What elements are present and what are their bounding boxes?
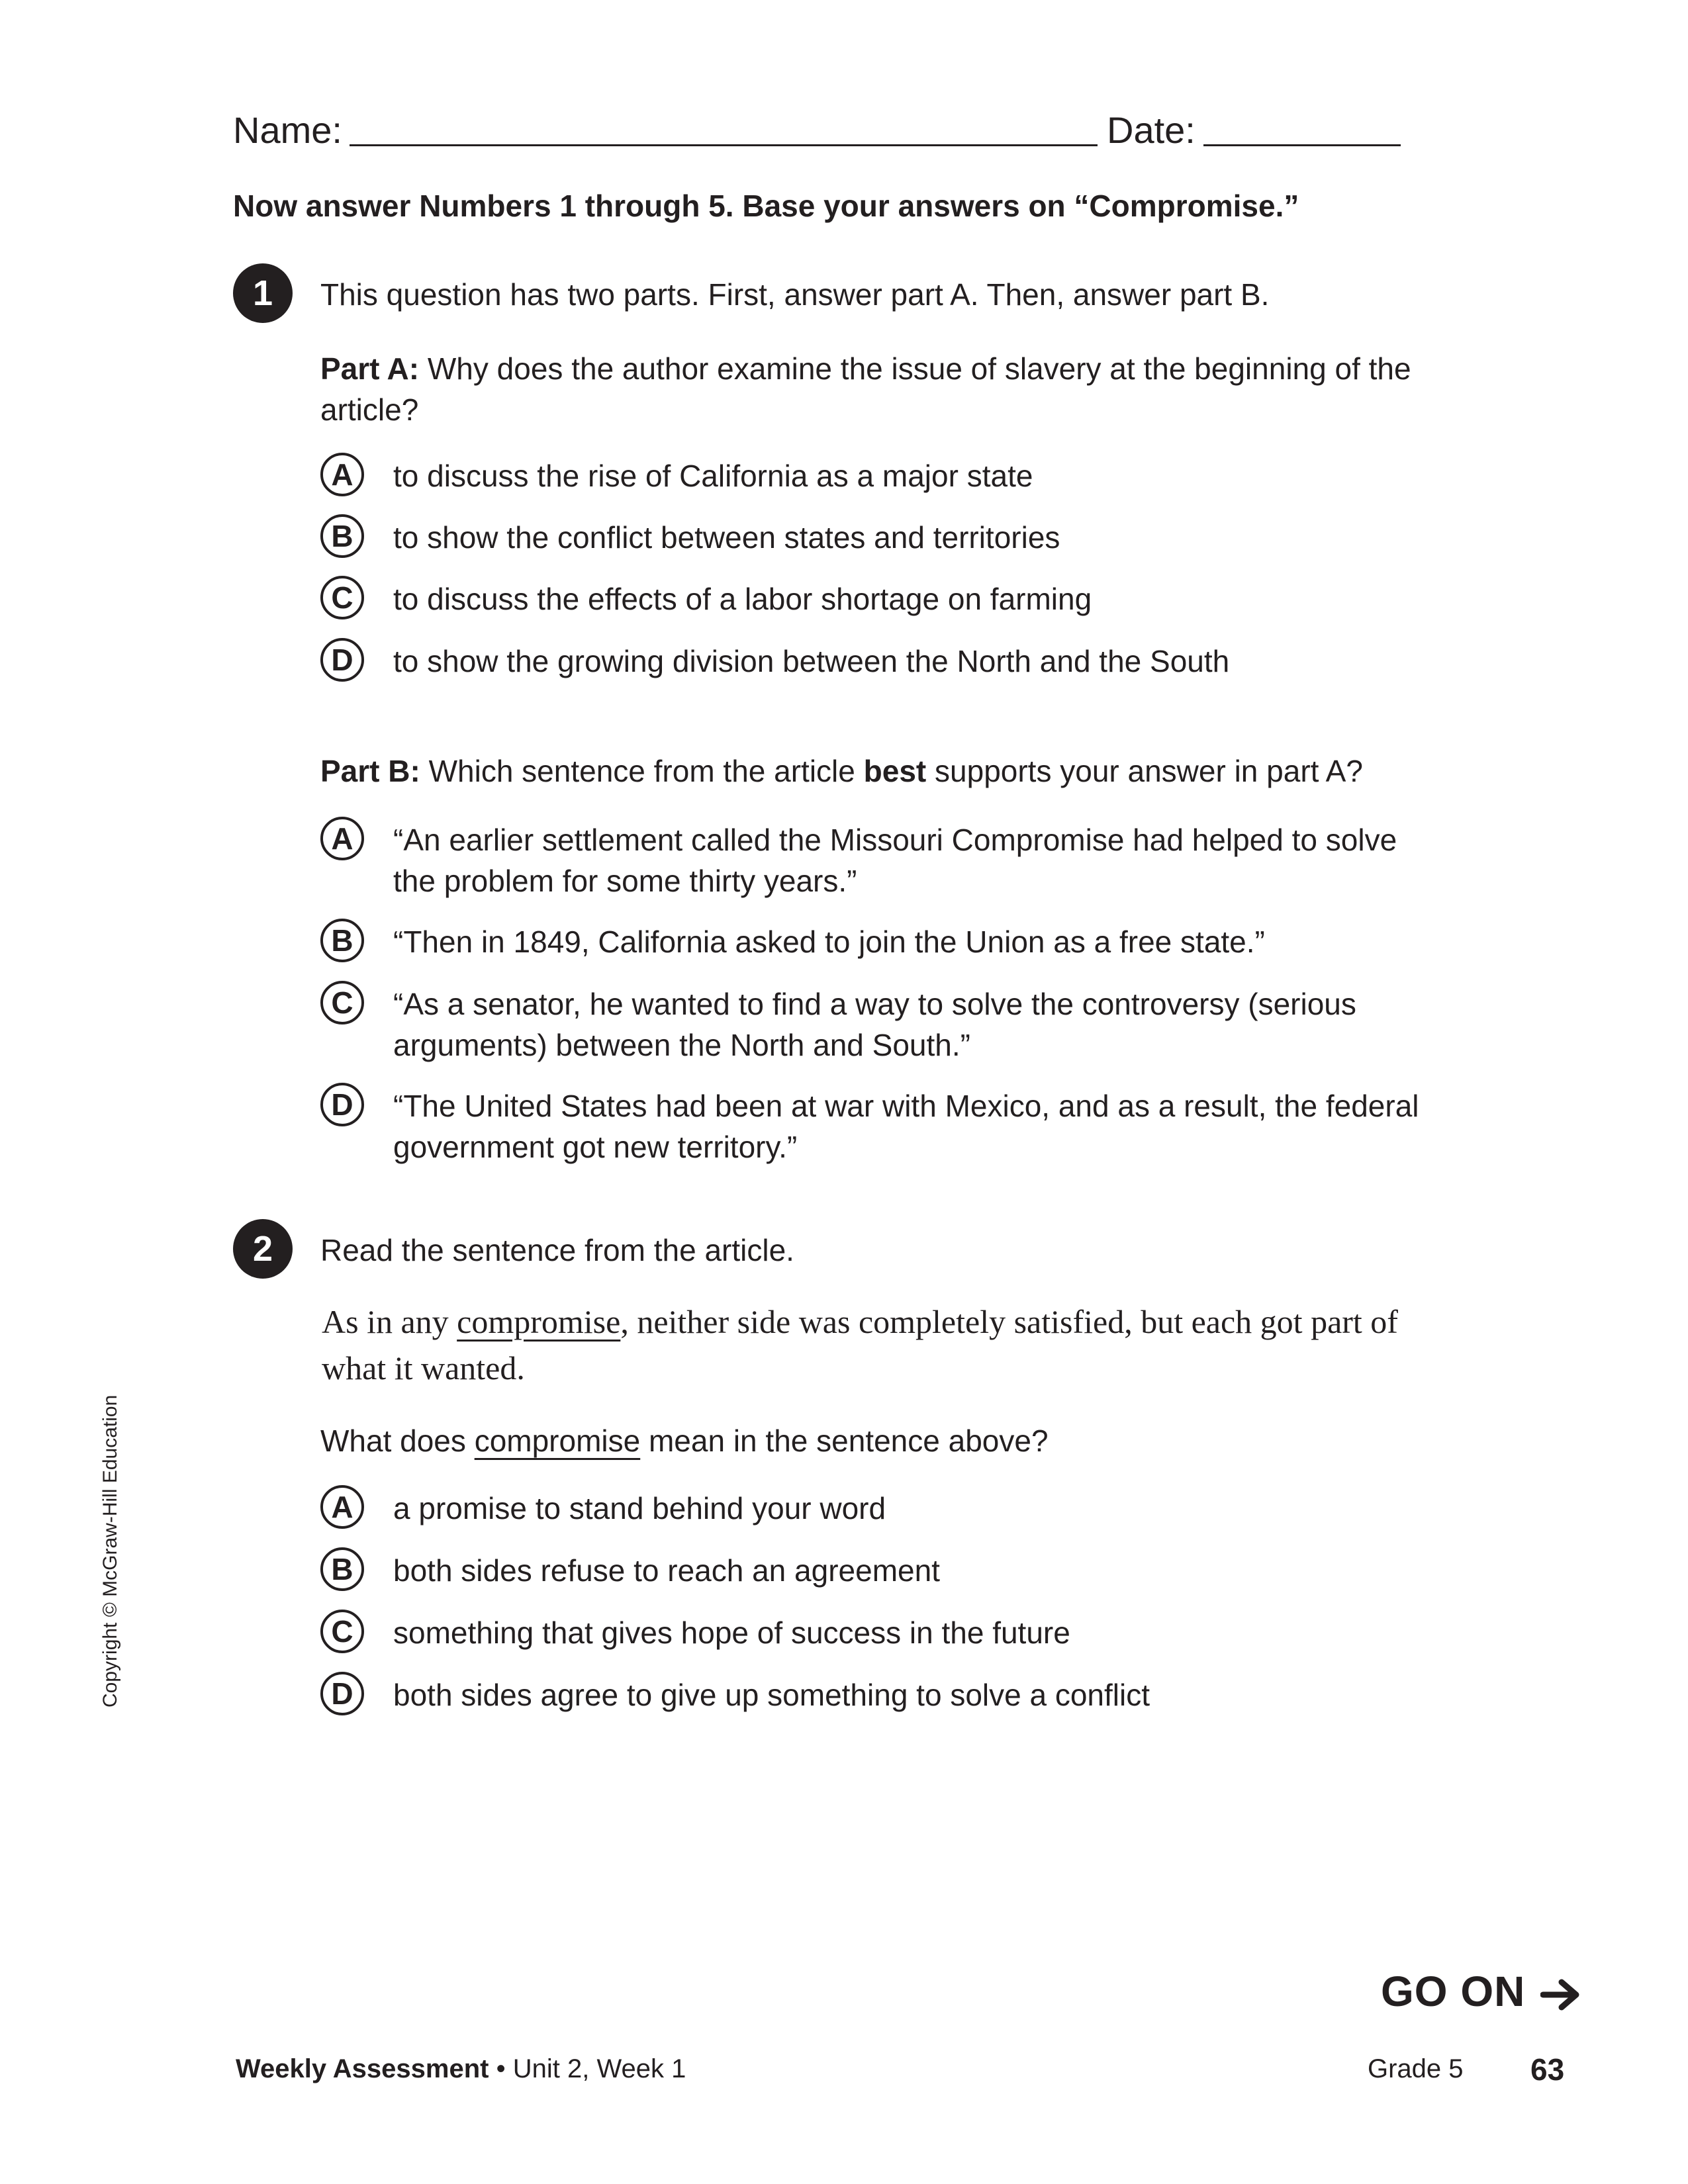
question-2-intro: Read the sentence from the article. xyxy=(320,1233,794,1267)
answer-bubble[interactable]: A xyxy=(320,817,364,860)
question-1-number: 1 xyxy=(233,263,293,323)
answer-bubble[interactable]: A xyxy=(320,453,364,496)
question-2-prompt xyxy=(320,1420,1446,1461)
answer-bubble[interactable]: A xyxy=(320,1485,364,1529)
part-a-text: Why does the author examine the issue of slavery at the beginning of the article? xyxy=(320,351,1411,427)
quote-vocab-word: compromise xyxy=(457,1303,621,1340)
part-b-text-bold: best xyxy=(863,754,927,788)
footer-unit: Unit 2, Week 1 xyxy=(512,2054,686,2083)
option-text: “The United States had been at war with Mexico, and as a result, the federal government got new territory.” xyxy=(393,1089,1419,1164)
question-2-number: 2 xyxy=(233,1219,293,1279)
option-text: both sides agree to give up something to solve a conflict xyxy=(393,1678,1150,1712)
question-2-text-after: mean in the sentence above? xyxy=(648,1424,1049,1458)
quote-text-before: As in any xyxy=(322,1303,449,1340)
name-label: Name: xyxy=(233,109,342,151)
part-b-label: Part B: xyxy=(320,754,420,788)
part-b-prompt xyxy=(320,751,1485,792)
part-a-label: Part A: xyxy=(320,351,420,386)
option-text: to discuss the effects of a labor shortage on farming xyxy=(393,582,1092,616)
part-b-text-after: supports your answer in part A? xyxy=(935,754,1363,788)
answer-bubble[interactable]: D xyxy=(320,1083,364,1126)
footer-grade: Grade 5 xyxy=(1368,2054,1464,2083)
option-text: to show the conflict between states and territories xyxy=(393,520,1060,555)
answer-bubble[interactable]: B xyxy=(320,1547,364,1591)
name-field[interactable] xyxy=(350,144,1098,146)
arrow-right-icon xyxy=(1540,1978,1581,2011)
answer-bubble[interactable]: D xyxy=(320,638,364,682)
answer-bubble[interactable]: D xyxy=(320,1672,364,1715)
question-2-text-before: What does xyxy=(320,1424,466,1458)
option-text: “As a senator, he wanted to find a way to solve the controversy (serious arguments) between the North and South.” xyxy=(393,987,1356,1062)
article-quote xyxy=(322,1298,1447,1391)
option-text: to show the growing division between the North and the South xyxy=(393,644,1230,678)
go-on-label xyxy=(1381,1967,1581,2016)
option-text: “An earlier settlement called the Missouri Compromise had helped to solve the problem for some thirty years.” xyxy=(393,823,1397,898)
answer-bubble[interactable]: B xyxy=(320,514,364,558)
footer-separator: • xyxy=(496,2054,506,2083)
question-1-intro: This question has two parts. First, answer part A. Then, answer part B. xyxy=(320,277,1270,312)
part-a-prompt xyxy=(320,348,1446,430)
answer-bubble[interactable]: C xyxy=(320,576,364,619)
answer-bubble[interactable]: C xyxy=(320,1610,364,1653)
footer-left xyxy=(236,2054,686,2084)
option-text: something that gives hope of success in the future xyxy=(393,1615,1070,1650)
option-text: “Then in 1849, California asked to join the Union as a free state.” xyxy=(393,925,1265,959)
option-text: to discuss the rise of California as a major state xyxy=(393,459,1033,493)
page-number: 63 xyxy=(1530,2052,1565,2087)
copyright-notice: Copyright © McGraw-Hill Education xyxy=(99,1394,121,1707)
option-text: a promise to stand behind your word xyxy=(393,1491,886,1525)
go-on-text: GO ON xyxy=(1381,1968,1526,2015)
date-label: Date: xyxy=(1107,109,1196,151)
answer-bubble[interactable]: C xyxy=(320,981,364,1024)
part-b-text-before: Which sentence from the article xyxy=(428,754,855,788)
quote-text-after: , neither side was completely satisfied, but each got part of what it wanted. xyxy=(322,1303,1398,1387)
instruction: Now answer Numbers 1 through 5. Base your answers on “Compromise.” xyxy=(233,189,1299,223)
option-text: both sides refuse to reach an agreement xyxy=(393,1553,940,1588)
date-field[interactable] xyxy=(1203,144,1401,146)
answer-bubble[interactable]: B xyxy=(320,919,364,962)
question-2-vocab-word: compromise xyxy=(474,1424,641,1458)
footer-assessment: Weekly Assessment xyxy=(236,2054,489,2083)
